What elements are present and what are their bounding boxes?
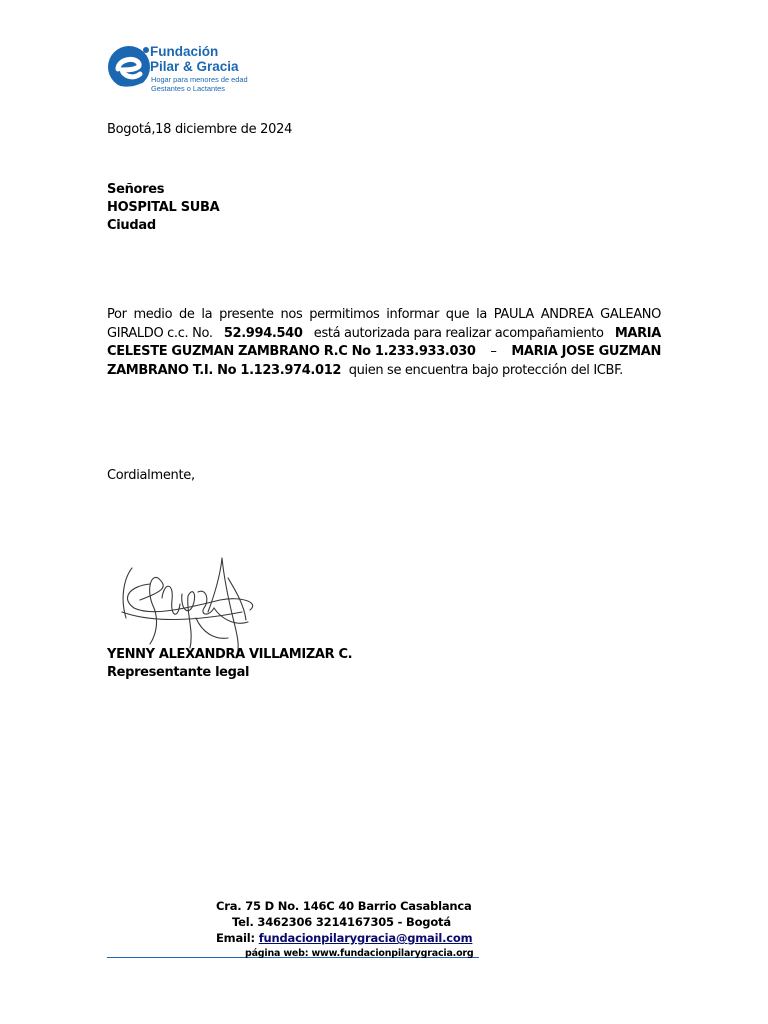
org-tagline bbox=[151, 75, 248, 93]
body-word: presente bbox=[219, 307, 274, 322]
org-name bbox=[150, 44, 239, 74]
minor-1-identification: CELESTE GUZMAN ZAMBRANO R.C No 1.233.933.030 bbox=[107, 344, 476, 359]
recipient-city: Ciudad bbox=[107, 218, 156, 233]
body-word: medio bbox=[133, 307, 173, 322]
body-word: de bbox=[178, 307, 195, 322]
footer-web-link[interactable]: www.fundacionpilarygracia.org bbox=[311, 948, 474, 959]
body-word: permitimos bbox=[309, 307, 380, 322]
footer-web-label: página web: bbox=[245, 948, 309, 959]
org-name-line2: Pilar & Gracia bbox=[150, 59, 239, 74]
body-word: PAULA bbox=[493, 307, 534, 322]
body-line-1 bbox=[107, 306, 661, 325]
body-word: la bbox=[476, 307, 487, 322]
org-name-line1: Fundación bbox=[150, 44, 219, 59]
recipient-salutation: Señores bbox=[107, 182, 165, 197]
minor-2-name: MARIA JOSE GUZMAN bbox=[511, 344, 661, 359]
minor-name-start: MARIA bbox=[614, 325, 661, 341]
body-word: GALEANO bbox=[600, 307, 661, 322]
body-word: la bbox=[201, 307, 213, 322]
fundacion-e-logo-icon bbox=[106, 42, 152, 90]
closing: Cordialmente, bbox=[107, 468, 195, 483]
body-word: ANDREA bbox=[540, 307, 594, 322]
body-text: GIRALDO c.c. No. bbox=[107, 325, 213, 341]
footer-email-link[interactable]: fundacionpilarygracia@gmail.com bbox=[258, 931, 473, 945]
body-line-3 bbox=[107, 343, 661, 362]
authorized-person-id: 52.994.540 bbox=[223, 325, 303, 341]
tagline-line1: Hogar para menores de edad bbox=[151, 75, 248, 84]
body-text: está autorizada para realizar acompañamiento bbox=[313, 325, 604, 341]
body-word: que bbox=[445, 307, 470, 322]
letter-body bbox=[107, 306, 661, 380]
signer-role: Representante legal bbox=[107, 665, 250, 680]
footer-web-row bbox=[245, 946, 473, 962]
letterhead-logo bbox=[106, 42, 286, 94]
body-text: quien se encuentra bajo protección del ICBF. bbox=[348, 362, 623, 378]
recipient-block bbox=[107, 181, 219, 235]
body-word: nos bbox=[280, 307, 303, 322]
letter-date: Bogotá,18 diciembre de 2024 bbox=[107, 122, 293, 137]
recipient-institution: HOSPITAL SUBA bbox=[107, 200, 220, 215]
body-line-2 bbox=[107, 325, 661, 344]
footer-address: Cra. 75 D No. 146C 40 Barrio Casablanca bbox=[216, 899, 472, 913]
minor-2-identification: ZAMBRANO T.I. No 1.123.974.012 bbox=[107, 362, 342, 378]
body-line-4 bbox=[107, 362, 661, 381]
body-word: Por bbox=[107, 307, 127, 322]
separator-dash: – bbox=[490, 344, 497, 359]
signer-name: YENNY ALEXANDRA VILLAMIZAR C. bbox=[107, 647, 353, 662]
tagline-line2: Gestantes o Lactantes bbox=[151, 84, 225, 93]
body-word: informar bbox=[386, 307, 439, 322]
footer-email-row bbox=[216, 930, 472, 946]
footer-email-label: Email: bbox=[216, 931, 255, 945]
footer-phones: Tel. 3462306 3214167305 - Bogotá bbox=[232, 915, 451, 929]
